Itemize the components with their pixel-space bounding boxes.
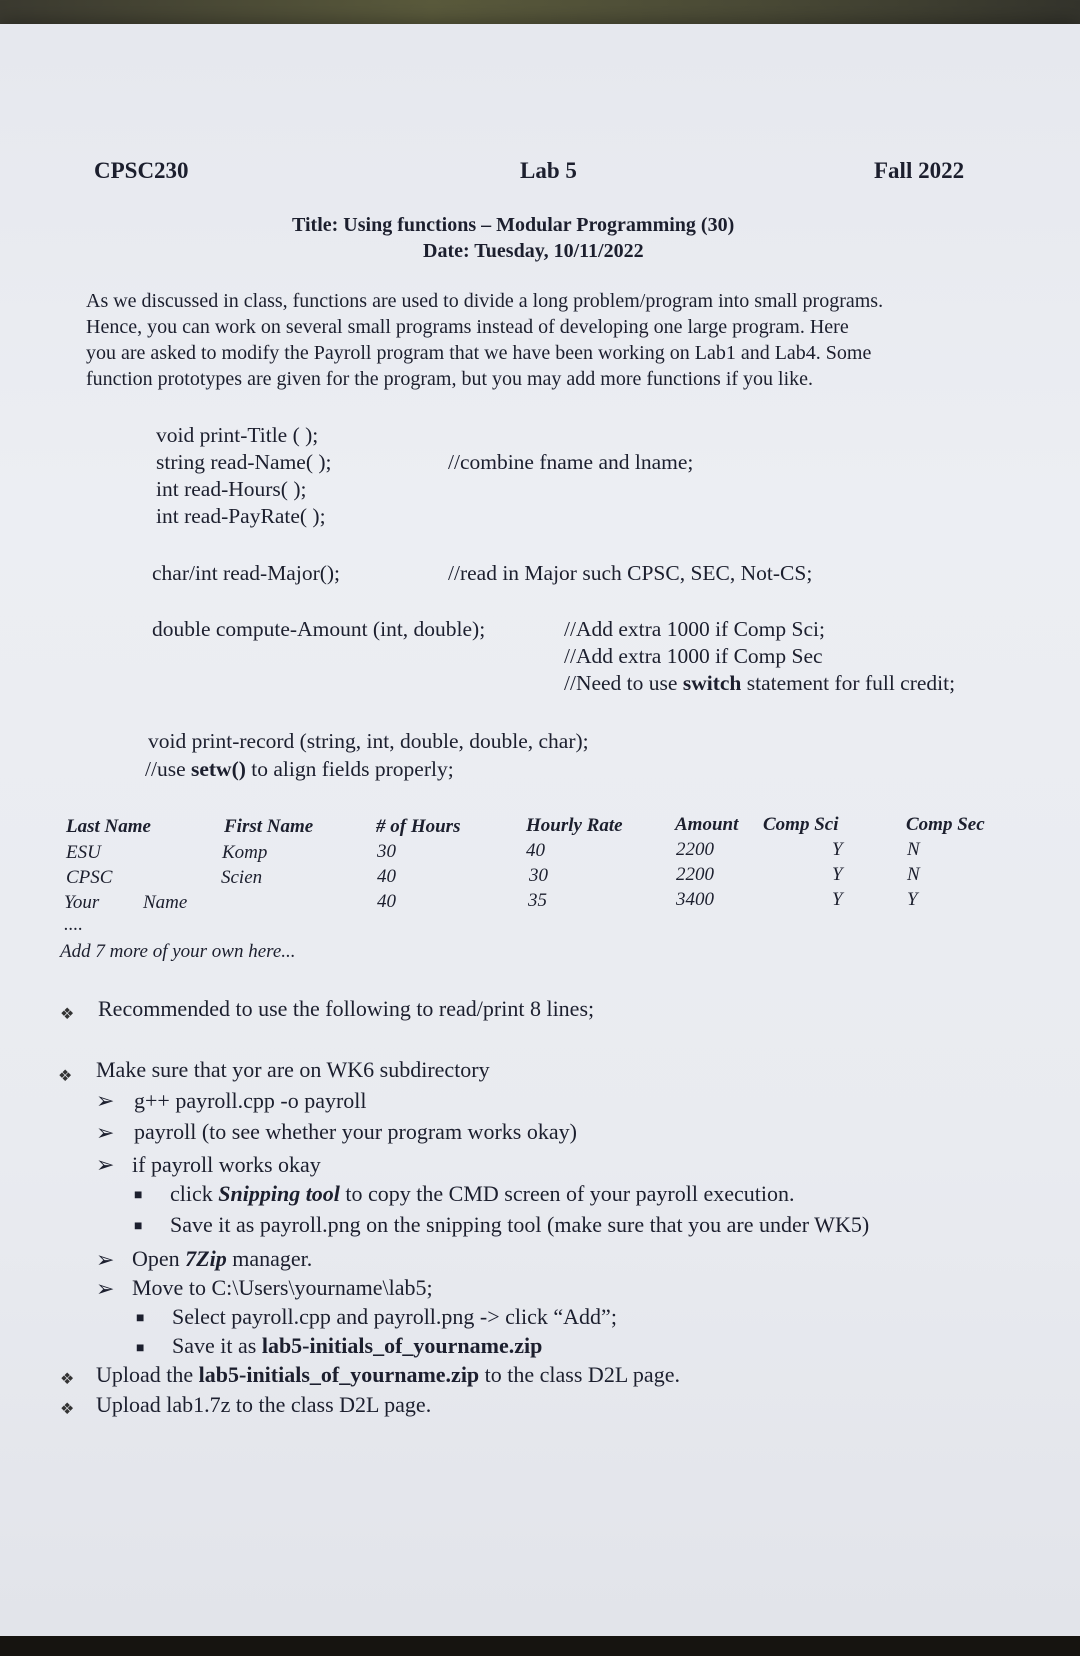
proto-read-major: char/int read-Major(); — [152, 561, 341, 585]
arrow-bullet-icon: ➢ — [96, 1276, 115, 1301]
intro-paragraph — [86, 288, 1030, 392]
step-save-zip: Save it as lab5-initials_of_yourname.zip — [172, 1333, 543, 1358]
table-cell: 40 — [377, 866, 396, 887]
table-cell: Komp — [222, 842, 268, 863]
lab-number: Lab 5 — [520, 158, 577, 183]
table-cell: N — [907, 864, 920, 885]
upload-zip-filename: lab5-initials_of_yourname.zip — [198, 1362, 480, 1387]
table-header: Hourly Rate — [526, 815, 623, 836]
step-open-7zip: Open 7Zip manager. — [132, 1246, 313, 1271]
setw-keyword: setw() — [190, 757, 246, 781]
proto-setw-comment: //use setw() to align fields properly; — [145, 757, 454, 781]
arrow-bullet-icon: ➢ — [96, 1152, 115, 1177]
diamond-bullet-icon: ❖ — [60, 1006, 75, 1023]
table-header: First Name — [224, 816, 314, 837]
table-ellipsis: .... — [64, 914, 83, 935]
square-bullet-icon: ■ — [134, 1188, 143, 1203]
proto-compute-comment-2: //Add extra 1000 if Comp Sec — [564, 644, 823, 668]
7zip-emphasis: 7Zip — [185, 1246, 227, 1271]
table-cell: 30 — [529, 865, 548, 886]
proto-compute-comment-3: //Need to use switch statement for full credit; — [564, 671, 956, 695]
diamond-bullet-icon: ❖ — [58, 1068, 73, 1085]
lab-date: Date: Tuesday, 10/11/2022 — [423, 240, 644, 262]
table-header: # of Hours — [376, 816, 461, 837]
upload-7z-text: Upload lab1.7z to the class D2L page. — [96, 1392, 432, 1417]
proto-read-hours: int read-Hours( ); — [156, 477, 307, 501]
square-bullet-icon: ■ — [134, 1219, 143, 1234]
table-cell: 2200 — [676, 839, 714, 860]
proto-compute-amount: double compute-Amount (int, double); — [152, 617, 486, 641]
arrow-bullet-icon: ➢ — [96, 1088, 115, 1113]
lab-title: Title: Using functions – Modular Programming (30) — [292, 214, 735, 236]
intro-line: you are asked to modify the Payroll program that we have been working on Lab1 and Lab4. Some — [86, 342, 872, 364]
square-bullet-icon: ■ — [136, 1341, 145, 1356]
table-header: Comp Sci — [763, 814, 839, 835]
table-cell: ESU — [66, 842, 101, 863]
step-snip: click Snipping tool to copy the CMD screen of your payroll execution. — [170, 1181, 795, 1206]
intro-line: As we discussed in class, functions are used to divide a long problem/program into small programs. — [86, 290, 884, 312]
table-cell: 2200 — [676, 864, 714, 885]
arrow-bullet-icon: ➢ — [96, 1247, 115, 1272]
table-add-more: Add 7 more of your own here... — [60, 941, 296, 962]
background-bottom — [0, 1636, 1080, 1656]
recommend-text: Recommended to use the following to read/print 8 lines; — [98, 996, 595, 1021]
step-compile: g++ payroll.cpp -o payroll — [134, 1088, 367, 1113]
table-cell: Y — [907, 889, 918, 910]
proto-compute-comment-1: //Add extra 1000 if Comp Sci; — [564, 617, 825, 641]
course-code: CPSC230 — [94, 158, 189, 183]
table-cell: Y — [832, 889, 843, 910]
proto-print-title: void print-Title ( ); — [156, 423, 319, 447]
table-cell: CPSC — [66, 867, 113, 888]
table-cell: 40 — [377, 891, 396, 912]
upload-zip-text: Upload the lab5-initials_of_yourname.zip to the class D2L page. — [96, 1362, 680, 1387]
table-cell: Name — [143, 892, 188, 913]
switch-keyword: switch — [682, 671, 742, 695]
term: Fall 2022 — [874, 158, 965, 183]
proto-read-name: string read-Name( ); — [156, 450, 332, 474]
step-select: Select payroll.cpp and payroll.png -> click “Add”; — [172, 1304, 617, 1329]
zip-filename: lab5-initials_of_yourname.zip — [261, 1333, 543, 1358]
proto-print-record: void print-record (string, int, double, double, char); — [148, 729, 589, 753]
diamond-bullet-icon: ❖ — [60, 1371, 75, 1388]
snipping-tool-emphasis: Snipping tool — [218, 1181, 340, 1206]
proto-read-major-comment: //read in Major such CPSC, SEC, Not-CS; — [448, 561, 813, 585]
diamond-bullet-icon: ❖ — [60, 1401, 75, 1418]
arrow-bullet-icon: ➢ — [96, 1120, 115, 1145]
step-if-works: if payroll works okay — [132, 1152, 321, 1177]
table-cell: Scien — [221, 867, 263, 888]
proto-read-payrate: int read-PayRate( ); — [156, 504, 326, 528]
table-cell: Y — [832, 864, 843, 885]
table-cell: N — [907, 839, 920, 860]
table-cell: 3400 — [676, 889, 714, 910]
proto-read-name-comment: //combine fname and lname; — [448, 450, 694, 474]
square-bullet-icon: ■ — [136, 1311, 145, 1326]
table-cell: Y — [832, 839, 843, 860]
table-cell: 40 — [526, 840, 545, 861]
step-save-png: Save it as payroll.png on the snipping tool (make sure that you are under WK5) — [170, 1212, 870, 1237]
intro-line: Hence, you can work on several small programs instead of developing one large program. Here — [86, 316, 849, 338]
step-run: payroll (to see whether your program works okay) — [134, 1119, 577, 1144]
table-header: Comp Sec — [906, 814, 985, 835]
table-cell: 30 — [377, 841, 396, 862]
table-header: Amount — [675, 814, 739, 835]
table-cell: 35 — [528, 890, 547, 911]
table-cell: Your — [64, 892, 100, 913]
table-header: Last Name — [66, 816, 151, 837]
step-move: Move to C:\Users\yourname\lab5; — [132, 1275, 433, 1300]
intro-line: function prototypes are given for the program, but you may add more functions if you like. — [86, 368, 814, 390]
make-sure-text: Make sure that yor are on WK6 subdirectory — [96, 1057, 490, 1082]
